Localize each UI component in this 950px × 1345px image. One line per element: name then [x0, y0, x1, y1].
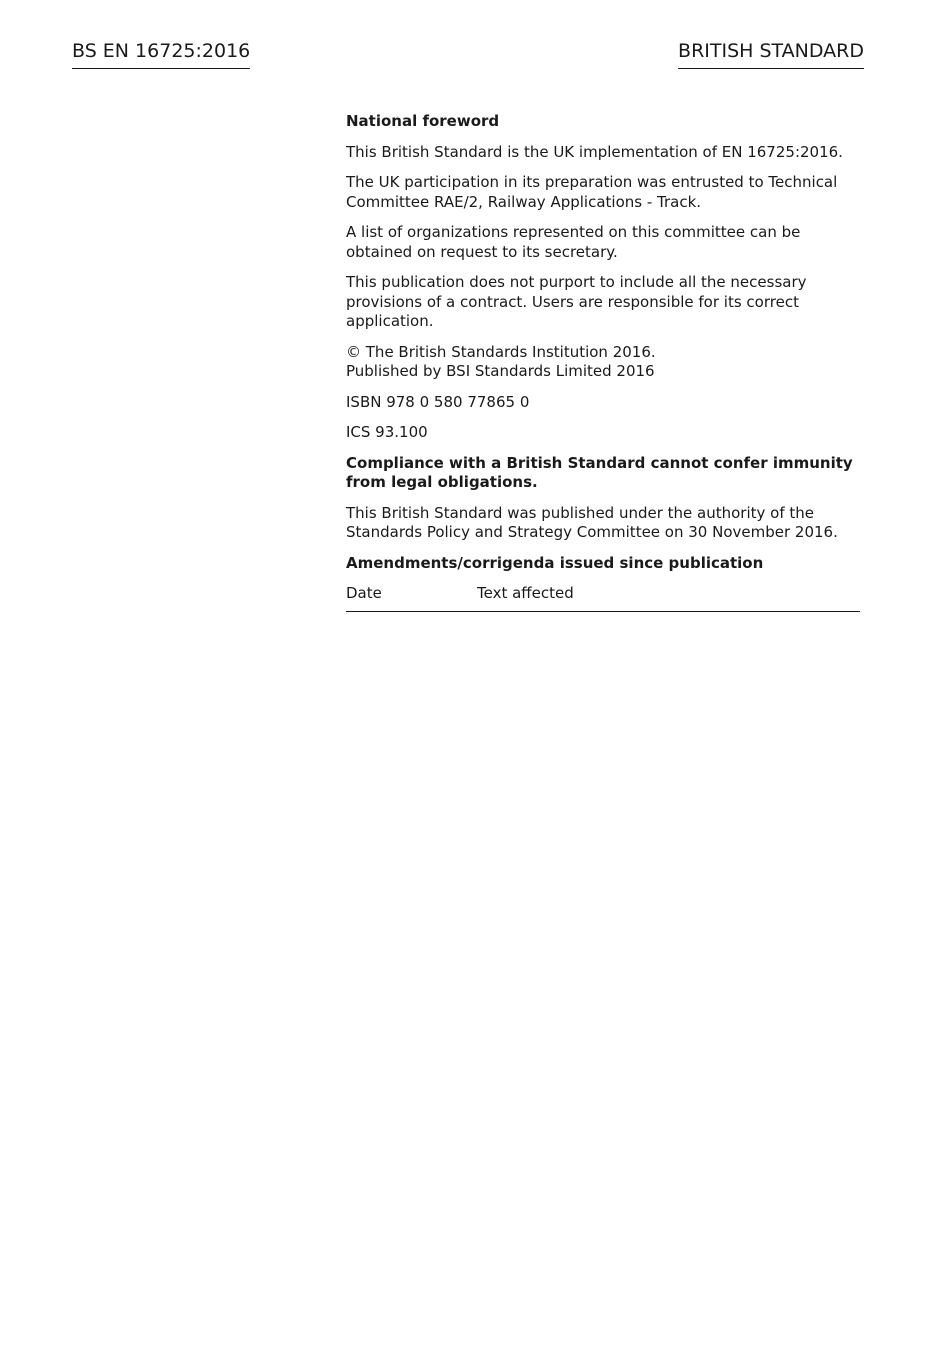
- isbn-line: ISBN 978 0 580 77865 0: [346, 392, 530, 411]
- amendments-table: [346, 584, 860, 612]
- copyright-block: [346, 343, 860, 382]
- foreword-heading: National foreword: [346, 112, 500, 130]
- foreword-paragraph-committee: The UK participation in its preparation was entrusted to Technical Committee RAE/2, Railway Applications - Track.: [346, 173, 838, 211]
- amendments-heading: Amendments/corrigenda issued since publication: [346, 553, 764, 572]
- authority-statement: This British Standard was published under the authority of the Standards Policy and Strategy Committee on 30 November 2016.: [346, 503, 838, 541]
- compliance-statement: Compliance with a British Standard cannot confer immunity from legal obligations.: [346, 453, 853, 491]
- foreword-paragraph-disclaimer: This publication does not purport to include all the necessary provisions of a contract. Users are responsible for its correct application.: [346, 273, 807, 330]
- amendments-column-text-affected: Text affected: [477, 584, 860, 611]
- running-head-series-title: BRITISH STANDARD: [678, 38, 864, 69]
- foreword-paragraph-implementation: This British Standard is the UK implementation of EN 16725:2016.: [346, 142, 843, 161]
- running-head-document-number: BS EN 16725:2016: [72, 38, 250, 69]
- amendments-table-header-row: [346, 584, 860, 611]
- copyright-line: © The British Standards Institution 2016.: [346, 342, 656, 361]
- foreword-paragraph-organizations: A list of organizations represented on this committee can be obtained on request to its secretary.: [346, 223, 801, 261]
- ics-line: ICS 93.100: [346, 423, 428, 441]
- amendments-column-date: Date: [346, 584, 477, 611]
- publisher-line: Published by BSI Standards Limited 2016: [346, 362, 655, 380]
- national-foreword: [346, 112, 860, 612]
